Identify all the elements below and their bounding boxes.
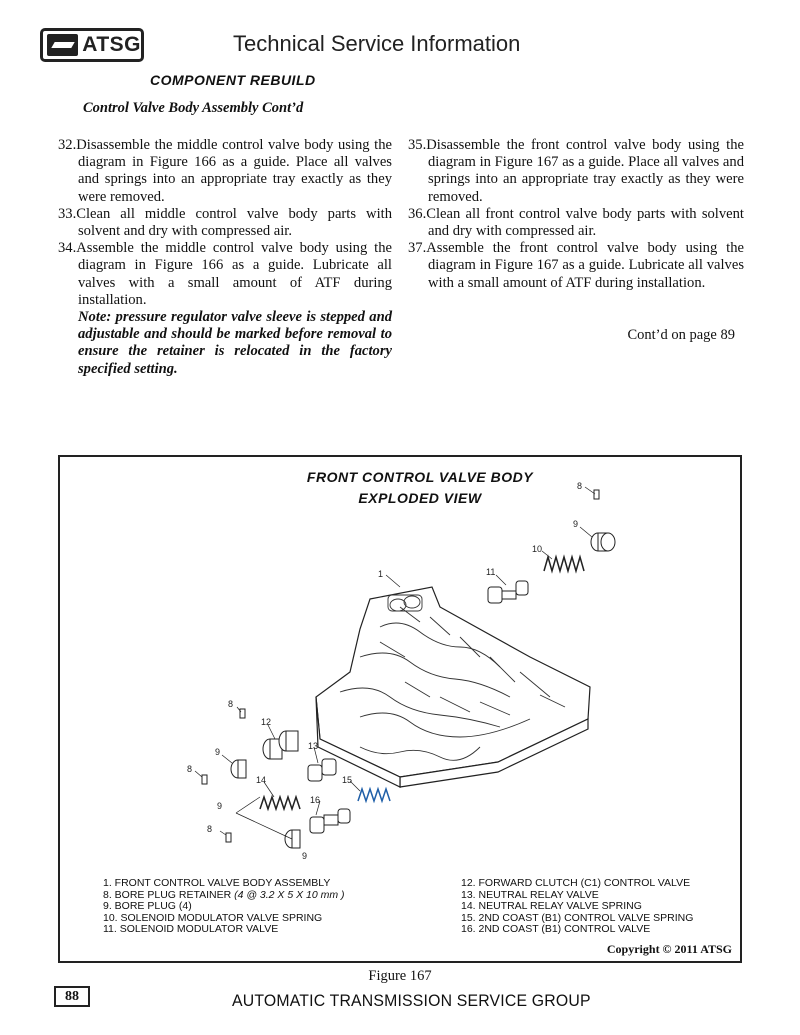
note: Note: pressure regulator valve sleeve is stepped and adjustable and should be marked before removal to ensure the retainer is relocated in the factory specified setting.: [78, 309, 392, 377]
callout-8-b: 8: [187, 764, 193, 774]
flag-icon: [47, 34, 78, 56]
legend-item-8: 8. BORE PLUG RETAINER (4 @ 3.2 X 5 X 10 mm ): [103, 888, 345, 901]
part-8-a: [240, 709, 245, 718]
part-14-spring: [260, 797, 300, 809]
callout-1: 1: [378, 569, 384, 579]
subsection-title: Control Valve Body Assembly Cont’d: [83, 100, 304, 116]
callout-16: 16: [310, 795, 321, 805]
legend-item-16: 16. 2ND COAST (B1) CONTROL VALVE: [461, 923, 651, 935]
step-33: 33.Clean all middle control valve body parts with solvent and dry with compressed air.: [58, 205, 392, 240]
callout-10: 10: [532, 544, 543, 554]
part-8-c: [226, 833, 231, 842]
logo-text: ATSG: [82, 33, 141, 56]
part-9-top: [591, 533, 615, 551]
step-34: 34.Assemble the middle control valve body using the diagram in Figure 166 as a guide. Lubricate all valves with a small amount of ATF during installation.: [58, 240, 392, 308]
step-36: 36.Clean all front control valve body parts with solvent and dry with compressed air.: [408, 205, 744, 240]
legend-item-15: 15. 2ND COAST (B1) CONTROL VALVE SPRING: [461, 911, 694, 924]
callout-8-c: 8: [207, 824, 213, 834]
part-11-valve: [488, 581, 528, 603]
legend-item-13: 13. NEUTRAL RELAY VALVE: [461, 888, 599, 901]
callout-9-top: 9: [573, 519, 579, 529]
legend-item-12: 12. FORWARD CLUTCH (C1) CONTROL VALVE: [461, 877, 691, 889]
valve-body-plate: [316, 587, 590, 787]
legend-item-14: 14. NEUTRAL RELAY VALVE SPRING: [461, 900, 642, 912]
part-8-top: [594, 490, 599, 499]
callout-13: 13: [308, 741, 319, 751]
callout-15: 15: [342, 775, 353, 785]
part-9-b: [285, 830, 300, 848]
callout-8-top: 8: [577, 481, 583, 491]
exploded-view-diagram: [60, 457, 740, 877]
part-8-b: [202, 775, 207, 784]
callout-9-b: 9: [217, 801, 223, 811]
atsg-logo: [40, 28, 144, 62]
part-12-valve: [263, 731, 298, 759]
legend-item-9: 9. BORE PLUG (4): [103, 900, 192, 912]
callout-14: 14: [256, 775, 267, 785]
callout-12: 12: [261, 717, 272, 727]
part-9-a: [231, 760, 246, 778]
figure-title-line2: EXPLODED VIEW: [358, 490, 482, 506]
part-15-spring: [358, 789, 390, 801]
callout-9-c: 9: [302, 851, 308, 861]
figure-title-line1: FRONT CONTROL VALVE BODY: [306, 469, 534, 485]
footer-org: AUTOMATIC TRANSMISSION SERVICE GROUP: [232, 991, 591, 1010]
step-32: 32.Disassemble the middle control valve body using the diagram in Figure 166 as a guide. Place all valves and springs into an appropriate tray exactly as they were removed.: [58, 137, 392, 205]
figure-caption: Figure 167: [368, 968, 432, 984]
copyright: Copyright © 2011 ATSG: [606, 942, 732, 956]
section-title: COMPONENT REBUILD: [150, 72, 316, 88]
part-16-valve: [310, 809, 350, 833]
legend-item-1: 1. FRONT CONTROL VALVE BODY ASSEMBLY: [103, 877, 331, 889]
continued-note: Cont’d on page 89: [627, 327, 735, 343]
left-column: [58, 137, 392, 378]
callout-9-a: 9: [215, 747, 221, 757]
legend-right: [461, 878, 693, 936]
page-number: 88: [54, 986, 90, 1007]
page-title: Technical Service Information: [233, 31, 521, 56]
part-10-spring: [544, 557, 584, 571]
legend-left: [103, 878, 345, 936]
callout-8-a: 8: [228, 699, 234, 709]
step-37: 37.Assemble the front control valve body using the diagram in Figure 167 as a guide. Lubricate all valves with a small amount of ATF during installation.: [408, 240, 744, 291]
part-13-valve: [308, 759, 336, 781]
right-column: [408, 137, 744, 292]
legend-item-10: 10. SOLENOID MODULATOR VALVE SPRING: [103, 911, 323, 924]
step-35: 35.Disassemble the front control valve body using the diagram in Figure 167 as a guide. Place all valves and springs into an appropriate tray exactly as they were removed.: [408, 137, 744, 205]
legend-item-11: 11. SOLENOID MODULATOR VALVE: [103, 923, 279, 935]
callout-11: 11: [486, 567, 496, 577]
